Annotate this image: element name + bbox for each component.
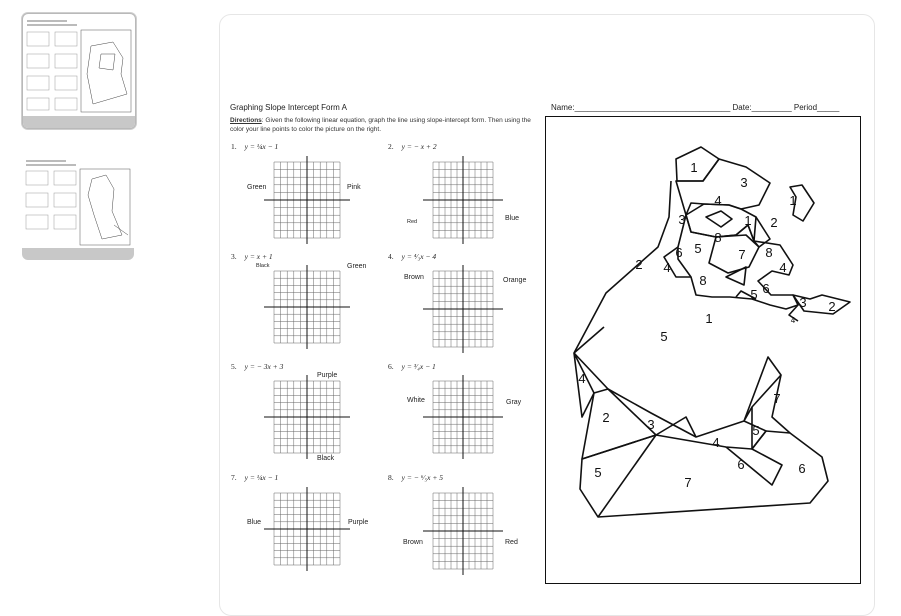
- svg-text:6: 6: [762, 281, 770, 296]
- svg-text:7: 7: [684, 475, 692, 490]
- problem-7: 7. y = ¼x − 1: [231, 473, 279, 482]
- svg-text:1: 1: [705, 311, 713, 326]
- color-by-number-panda: [545, 116, 861, 584]
- page-thumbnail-2[interactable]: [22, 155, 134, 260]
- svg-text:5: 5: [694, 241, 702, 256]
- color-label: Gray: [506, 399, 522, 406]
- svg-text:2: 2: [602, 410, 610, 425]
- page-thumbnail-1[interactable]: [22, 13, 136, 129]
- svg-text:4: 4: [714, 193, 722, 208]
- svg-text:8: 8: [765, 245, 773, 260]
- coordinate-grid-7: [264, 487, 350, 571]
- color-label: Green: [347, 263, 367, 270]
- svg-text:8: 8: [714, 230, 722, 245]
- svg-text:2: 2: [635, 257, 643, 272]
- color-label: Pink: [347, 184, 361, 191]
- svg-text:3: 3: [678, 212, 686, 227]
- coordinate-grid-2: [423, 156, 503, 244]
- color-label: Green: [247, 184, 267, 191]
- problem-3: 3. y = x + 1: [231, 252, 273, 261]
- svg-text:6: 6: [798, 461, 806, 476]
- svg-text:4: 4: [712, 435, 720, 450]
- name-date-period-line: Name:___________________________________ Date:_________ Period_____: [551, 103, 840, 112]
- color-label: Purple: [317, 372, 338, 379]
- color-label: Red: [505, 539, 518, 546]
- worksheet-title: Graphing Slope Intercept Form A: [230, 103, 347, 112]
- svg-text:1: 1: [690, 160, 698, 175]
- svg-text:6: 6: [675, 245, 683, 260]
- problem-2: 2. y = − x + 2: [388, 142, 437, 151]
- svg-text:3: 3: [647, 417, 655, 432]
- problem-8: 8. y = − ⁶⁄₅x + 5: [388, 473, 444, 482]
- color-label: Purple: [348, 519, 369, 526]
- color-label: Black: [317, 455, 335, 462]
- color-label: Blue: [505, 215, 520, 222]
- coordinate-grid-3: [264, 265, 350, 349]
- svg-text:5: 5: [660, 329, 668, 344]
- directions: [230, 116, 546, 134]
- directions-label: Directions: [230, 117, 262, 124]
- svg-text:8: 8: [699, 273, 707, 288]
- svg-text:4: 4: [578, 371, 586, 386]
- svg-text:3: 3: [740, 175, 748, 190]
- color-label: Brown: [403, 539, 423, 546]
- svg-text:4: 4: [779, 260, 787, 275]
- problem-5: 5. y = − 3x + 3: [231, 362, 284, 371]
- svg-text:5: 5: [752, 423, 760, 438]
- color-label: Orange: [503, 277, 527, 284]
- svg-text:4: 4: [790, 316, 796, 325]
- coordinate-grid-5: [264, 375, 350, 459]
- color-label: Brown: [404, 274, 424, 281]
- problem-1: 1. y = ¼x − 1: [231, 142, 279, 151]
- color-label: White: [407, 397, 425, 404]
- svg-text:5: 5: [750, 287, 758, 302]
- svg-text:1: 1: [744, 213, 752, 228]
- panda-drawing: [546, 117, 860, 583]
- coordinate-grid-4: [423, 265, 503, 353]
- svg-text:7: 7: [738, 247, 746, 262]
- thumbnail-panel: [0, 0, 160, 606]
- problem-6: 6. y = ³⁄₄x − 1: [388, 362, 436, 371]
- coordinate-grid-6: [423, 375, 503, 459]
- svg-text:3: 3: [799, 295, 807, 310]
- directions-text: : Given the following linear equation, graph the line using slope-intercept form. Then using the color your line points to color the picture on the right.: [230, 117, 531, 133]
- svg-text:2: 2: [770, 215, 778, 230]
- color-label: Black: [256, 263, 270, 269]
- color-label: Blue: [247, 519, 262, 526]
- svg-text:7: 7: [773, 391, 781, 406]
- coordinate-grid-8: [423, 487, 503, 575]
- color-label: Red: [407, 219, 418, 225]
- problem-4: 4. y = ⁴⁄₃x − 4: [388, 252, 437, 261]
- coordinate-grid-1: [264, 156, 350, 244]
- svg-text:6: 6: [737, 457, 745, 472]
- svg-text:4: 4: [663, 260, 671, 275]
- svg-text:1: 1: [789, 193, 797, 208]
- svg-text:5: 5: [594, 465, 602, 480]
- svg-text:2: 2: [828, 299, 836, 314]
